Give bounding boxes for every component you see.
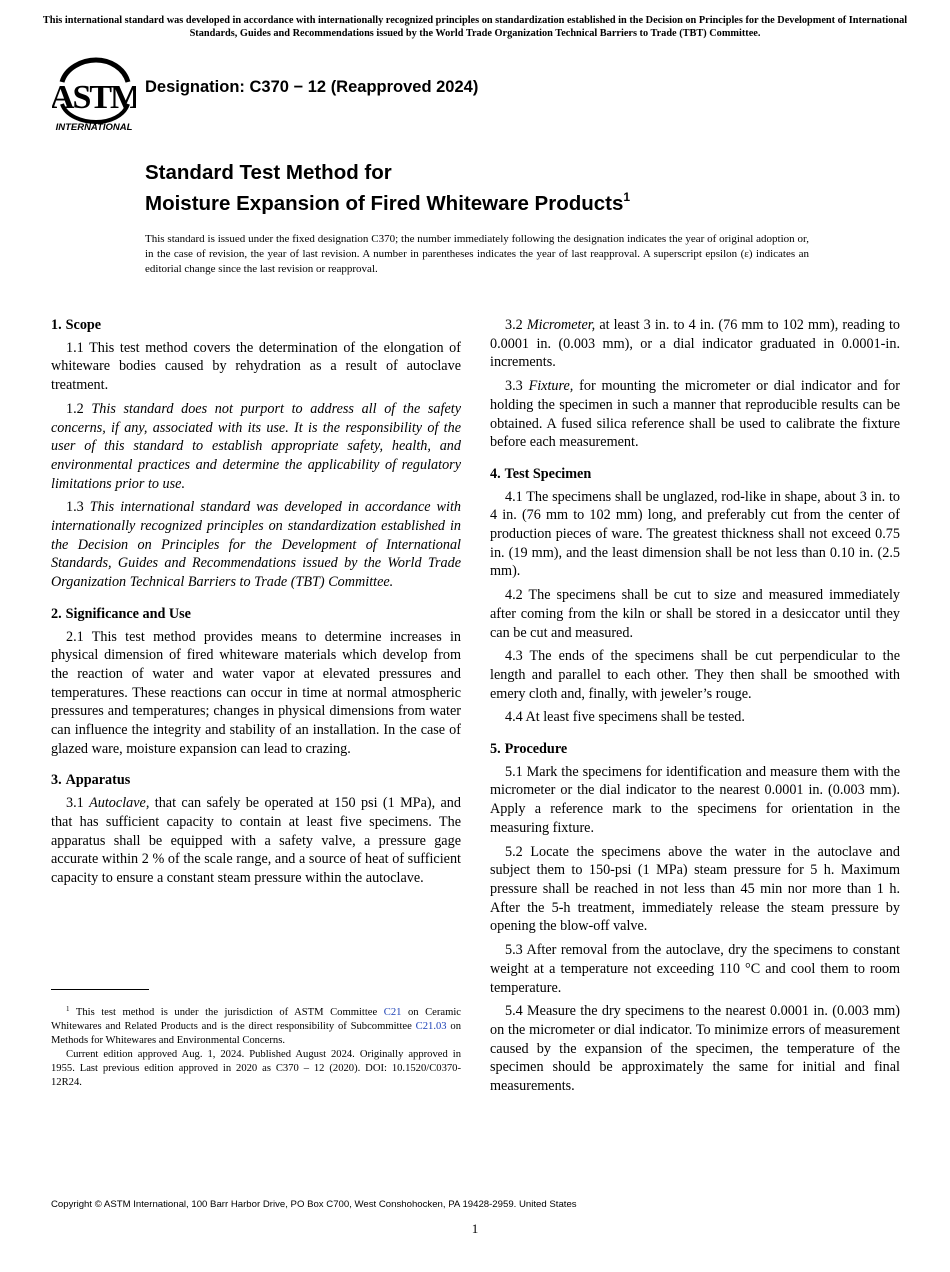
section-title: Apparatus <box>65 772 131 789</box>
section-heading-scope <box>51 316 461 335</box>
paragraph-number: 3.3 <box>505 378 523 395</box>
section-number: 2. <box>51 605 62 622</box>
paragraph-1-3 <box>51 498 461 592</box>
paragraph-number: 3.1 <box>66 795 84 812</box>
footnote-mark: 1 <box>66 1005 70 1013</box>
paragraph-4-4: 4.4 At least five specimens shall be tested. <box>505 709 745 726</box>
section-number: 1. <box>51 317 62 333</box>
term: Micrometer, <box>526 317 596 333</box>
title-footnote-mark: 1 <box>623 190 631 204</box>
page-number: 1 <box>471 1221 479 1236</box>
title-line-2 <box>145 185 630 216</box>
paragraph-4-2: 4.2 The specimens shall be cut to size and measured immediately after coming from the kiln or shall be stored in a desiccator until they can be cut and measured. <box>490 587 900 641</box>
copyright-footer: Copyright © ASTM International, 100 Barr Harbor Drive, PO Box C700, West Conshohocken, PA 19428-2959. United States <box>51 1199 577 1210</box>
issued-note: This standard is issued under the fixed designation C370; the number immediately following the designation indicates the year of original adoption or, in the case of revision, the year of last revision. A number in parentheses indicates the year of last reapproval. A superscript epsilon (ε) indicates an editorial change since the last revision or reapproval. <box>145 233 809 275</box>
footnote-edition: Current edition approved Aug. 1, 2024. Published August 2024. Originally approved in 1955. Last previous edition approved in 2020 as C370 – 12 (2020). DOI: 10.1520/C0370-12R24. <box>51 1049 461 1088</box>
standards-notice: This international standard was developed in accordance with internationally recognized principles on standardization established in the Decision on Principles for the Development of International Standards, Guides and Recommendations issued by the World Trade Organization Technical Barriers to Trade (TBT) Committee. <box>42 15 908 39</box>
right-column <box>490 316 900 1101</box>
svg-text:ASTM: ASTM <box>52 79 136 116</box>
footnote-text: on Methods for Whitewares and Environmental Concerns. <box>51 1021 461 1046</box>
document-title <box>145 160 630 216</box>
astm-logo-graphic <box>52 56 136 132</box>
section-title: Scope <box>65 317 102 333</box>
paragraph-3-1 <box>51 794 461 888</box>
section-number: 3. <box>51 772 62 789</box>
section-heading-test-specimen <box>490 465 900 484</box>
paragraph-text: This standard does not purport to address all of the safety concerns, if any, associated with its use. It is the responsibility of the user of this standard to establish appropriate safety, health, and environmental practices and determine the applicability of regulatory limitations prior to use. <box>51 400 461 492</box>
paragraph-number: 3.2 <box>505 317 523 333</box>
paragraph-1-2 <box>51 400 461 494</box>
footnote-1 <box>51 1002 461 1048</box>
paragraph-text: at least 3 in. to 4 in. (76 mm to 102 mm), reading to 0.0001 in. (0.003 mm), or a dial indicator graduated in 0.0001-in. increments. <box>490 317 901 371</box>
section-title: Test Specimen <box>504 465 592 482</box>
paragraph-3-2 <box>490 316 900 372</box>
paragraph-text: This international standard was developed in accordance with internationally recognized principles on standardization established in the Decision on Principles for the Development of International Standards, Guides and Recommendations issued by the World Trade Organization Technical Barriers to Trade (TBT) Committee. <box>51 499 461 591</box>
footnotes <box>51 1002 461 1090</box>
committee-link[interactable]: C21 <box>383 1007 402 1018</box>
section-heading-apparatus <box>51 771 461 790</box>
section-number: 4. <box>490 465 501 482</box>
footnote-text: This test method is under the jurisdiction of ASTM Committee <box>75 1007 378 1018</box>
paragraph-2-1: 2.1 This test method provides means to determine increases in physical dimension of fired whiteware materials which develop from the reaction of water and water vapor at elevated pressures and temperatures. These reactions can occur in time at normal atmospheric pressures and temperatures; changes in physical dimensions from water can influence the integrity and stability of an installation. In the case of glazed ware, moisture expansion can lead to crazing. <box>51 628 461 757</box>
paragraph-5-3: 5.3 After removal from the autoclave, dry the specimens to constant weight at a temperature not exceeding 110 °C and cool them to room temperature. <box>490 942 900 996</box>
paragraph-4-3: 4.3 The ends of the specimens shall be cut perpendicular to the length and parallel to each other. They then shall be smoothed with emery cloth and, finally, with jeweler’s rouge. <box>490 648 900 702</box>
designation: Designation: C370 − 12 (Reapproved 2024) <box>145 78 479 96</box>
section-number: 5. <box>490 741 501 758</box>
left-column <box>51 316 461 893</box>
section-heading-significance <box>51 605 461 624</box>
section-title: Procedure <box>504 741 568 758</box>
section-heading-procedure <box>490 740 900 759</box>
footnote-divider <box>51 989 149 990</box>
paragraph-1-1: 1.1 This test method covers the determination of the elongation of whiteware bodies caused by rehydration as a result of autoclave treatment. <box>51 339 461 394</box>
paragraph-text: for mounting the micrometer or dial indicator and for holding the specimen in such a manner that reproducible results can be obtained. A fused silica reference shall be used to calibrate the fixture before each measurement. <box>490 378 900 451</box>
term: Fixture, <box>528 378 574 395</box>
logo-international-text: INTERNATIONAL <box>55 122 133 132</box>
section-title: Significance and Use <box>65 605 191 622</box>
paragraph-5-4: 5.4 Measure the dry specimens to the nearest 0.0001 in. (0.003 mm) on the micrometer or dial indicator. To minimize errors of measurement caused by the expansion of the specimen, the temperature of the specimen should be approximately the same for initial and final measurements. <box>490 1003 900 1095</box>
astm-logo-icon <box>52 56 136 132</box>
title-line-2-text: Moisture Expansion of Fired Whiteware Products <box>145 192 624 215</box>
paragraph-5-2: 5.2 Locate the specimens above the water in the autoclave and subject them to 150-psi (1 MPa) steam pressure for 5 h. Maximum pressure shall be reached in not less than 45 min nor more than 1 h. After the 5-h treatment, immediately release the steam pressure by opening the blow-off valve. <box>490 843 900 935</box>
paragraph-4-1: 4.1 The specimens shall be unglazed, rod-like in shape, about 3 in. to 4 in. (76 mm to 102 mm) long, and preferably cut from the center of production pieces of ware. The greatest thickness shall not exceed 0.75 in. (19 mm), and the least dimension shall be not less than 0.10 in. (2.5 mm). <box>490 488 900 580</box>
term: Autoclave, <box>89 795 150 812</box>
paragraph-text: that can safely be operated at 150 psi (1 MPa), and that has sufficient capacity to contain at least five specimens. The apparatus shall be equipped with a safety valve, a pressure gage accurate within 2 % of the scale range, and a source of heat of sufficient capacity to ensure a constant steam pressure within the autoclave. <box>51 795 461 886</box>
footnote-text: on Ceramic Whitewares and Related Products and is the direct responsibility of Subcommittee <box>51 1007 461 1032</box>
paragraph-number: 1.3 <box>66 499 84 516</box>
title-line-1: Standard Test Method for <box>145 161 392 184</box>
paragraph-5-1: 5.1 Mark the specimens for identification and measure them with the micrometer or the dial indicator to the nearest 0.0001 in. (0.003 mm). Apply a reference mark to the specimens for orientation in the measuring fixture. <box>490 763 900 836</box>
subcommittee-link[interactable]: C21.03 <box>415 1021 447 1032</box>
paragraph-number: 1.2 <box>66 400 84 417</box>
paragraph-3-3 <box>490 377 900 452</box>
